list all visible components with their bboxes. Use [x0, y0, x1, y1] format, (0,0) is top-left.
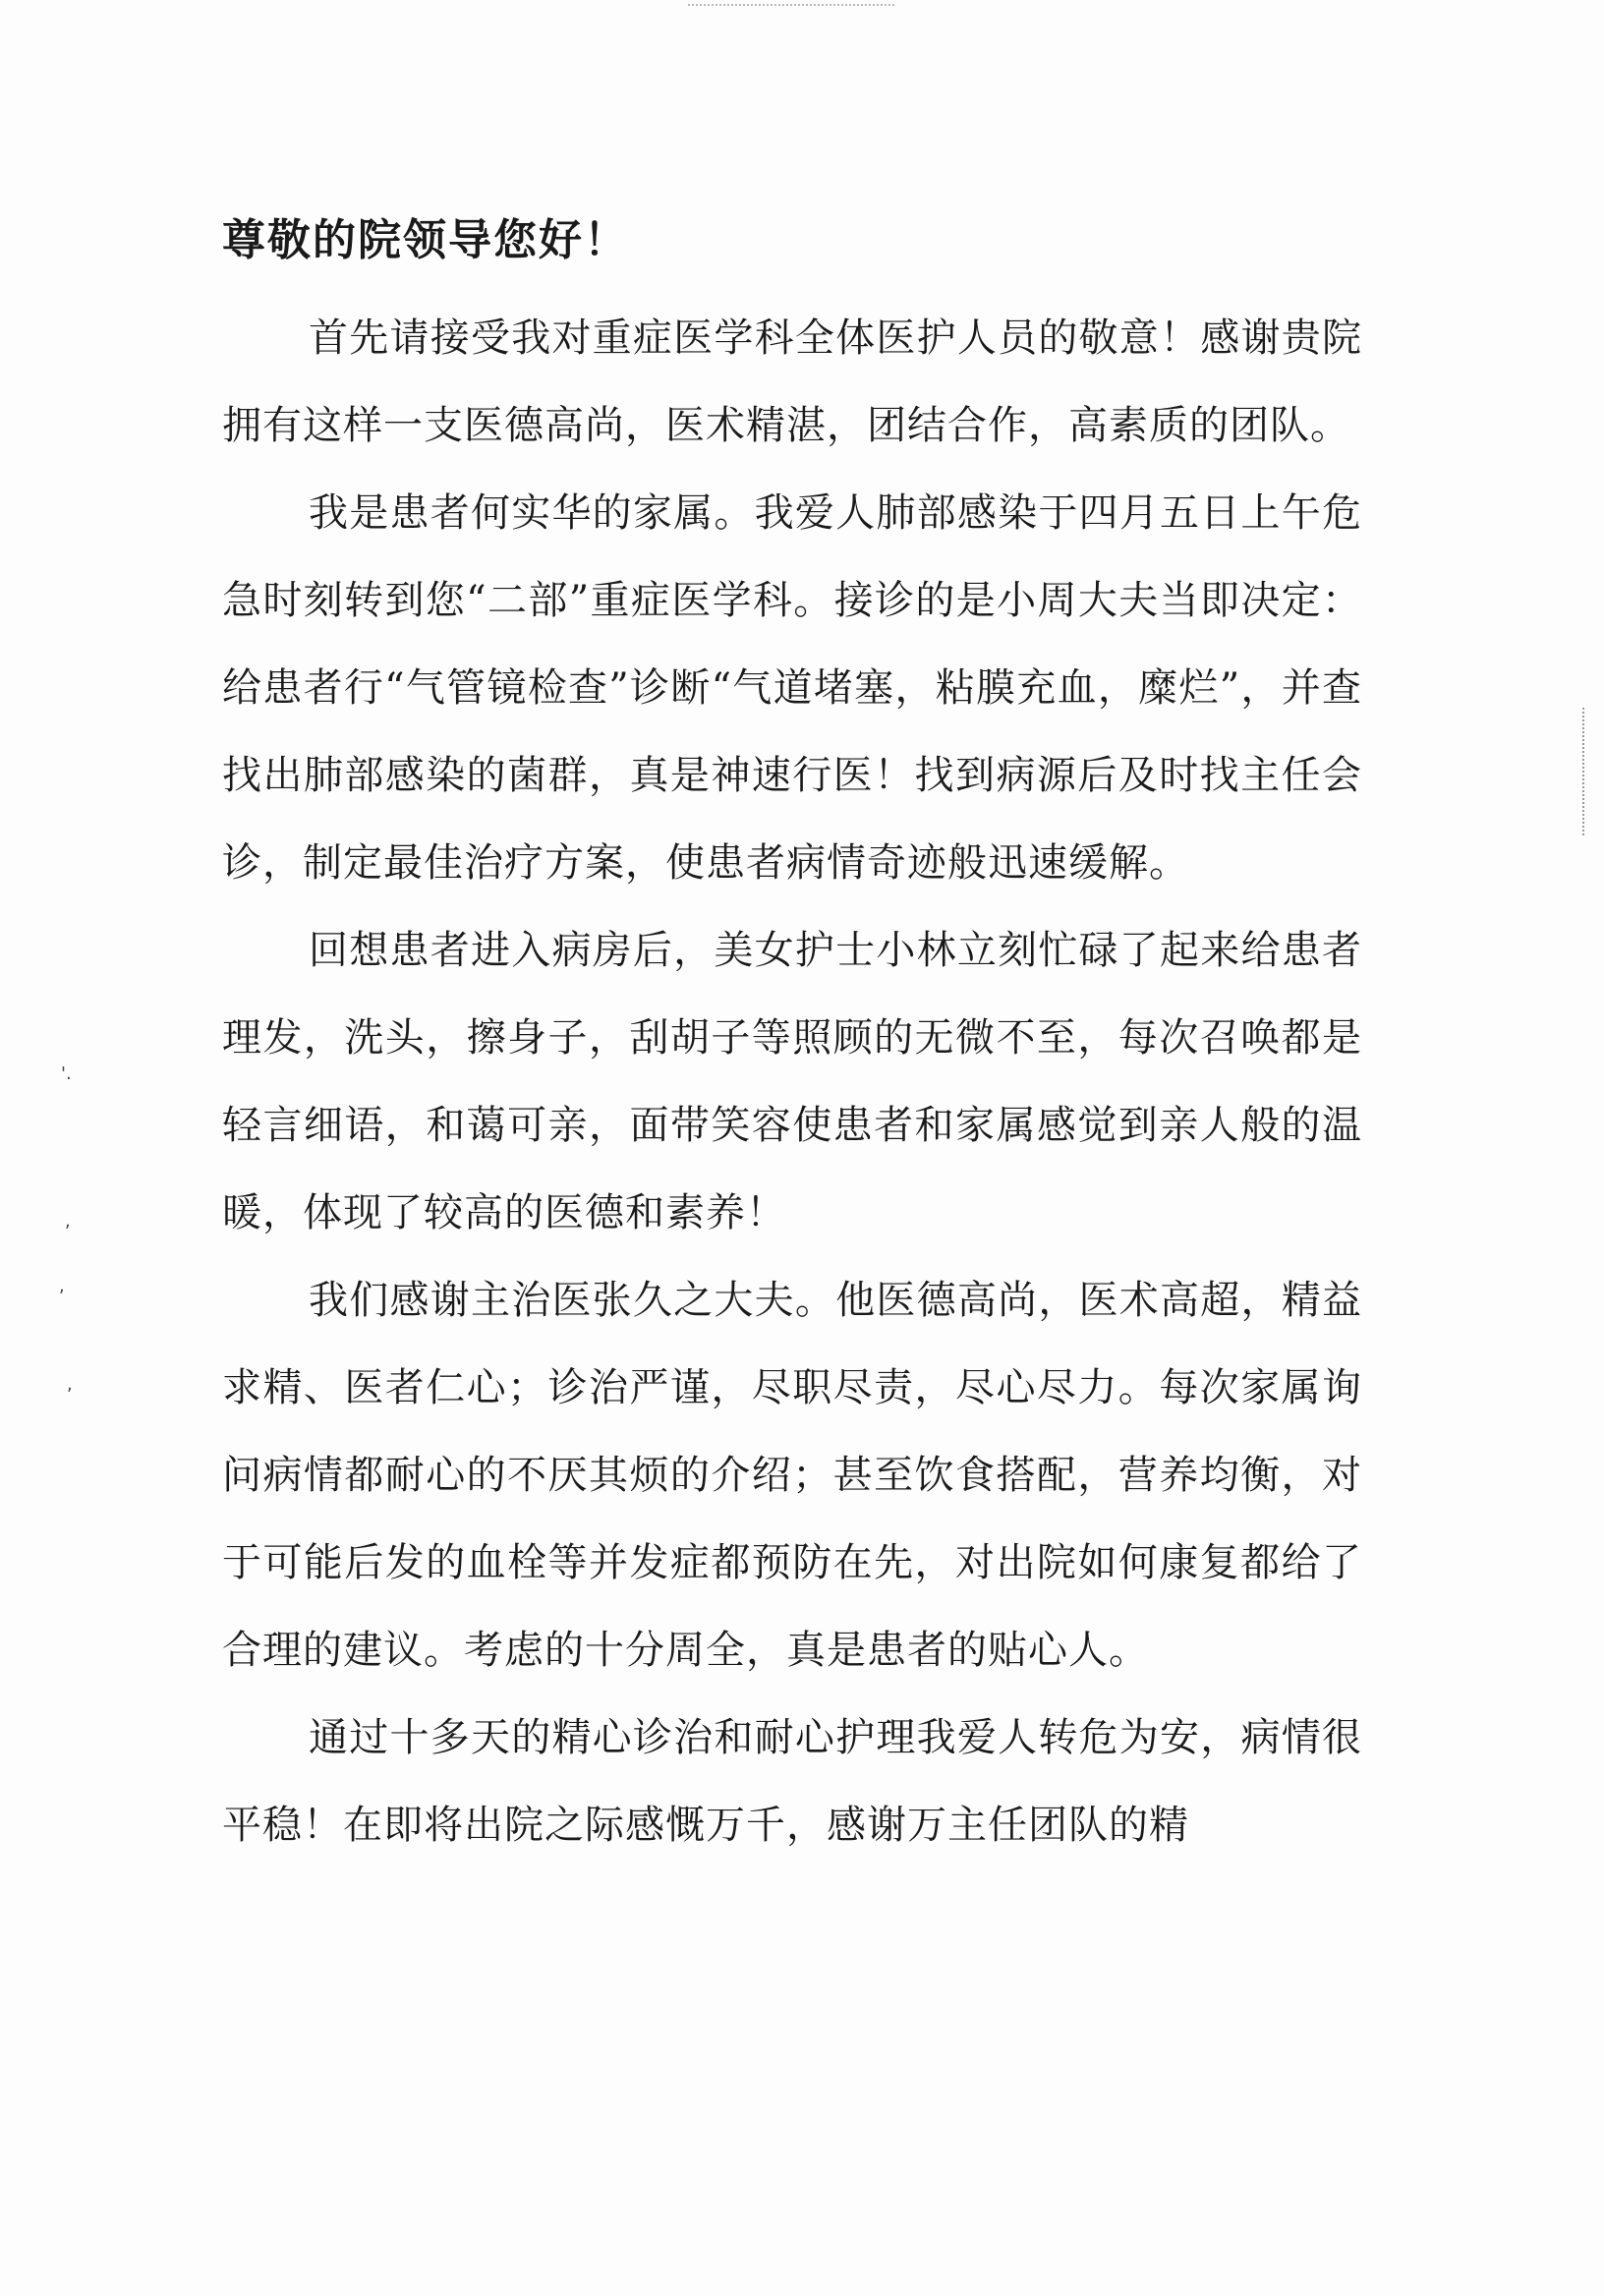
letter-salutation: 尊敬的院领导您好！ [222, 215, 629, 265]
scan-speck: , [65, 1211, 71, 1232]
scan-artifact-top [688, 4, 894, 9]
scan-artifact-right [1582, 708, 1586, 835]
letter-body [222, 295, 1362, 1869]
paragraph-respect: 首先请接受我对重症医学科全体医护人员的敬意！感谢贵院拥有这样一支医德高尚，医术精湛，团结合作，高素质的团队。 [222, 316, 1362, 448]
paragraph-doctor: 我们感谢主治医张久之大夫。他医德高尚，医术高超，精益求精、医者仁心；诊治严谨，尽职尽责，尽心尽力。每次家属询问病情都耐心的不厌其烦的介绍；甚至饮食搭配，营养均衡，对于可能后发的血栓等并发症都预防在先，对出院如何康复都给了合理的建议。考虑的十分周全，真是患者的贴心人。 [222, 1278, 1362, 1673]
paragraph-admission: 我是患者何实华的家属。我爱人肺部感染于四月五日上午危急时刻转到您“二部”重症医学科。接诊的是小周大夫当即决定：给患者行“气管镜检查”诊断“气道堵塞，粘膜充血，糜烂”，并查找出肺部感染的菌群，真是神速行医！找到病源后及时找主任会诊，制定最佳治疗方案，使患者病情奇迹般迅速缓解。 [222, 490, 1362, 886]
paragraph-nursing: 回想患者进入病房后，美女护士小林立刻忙碌了起来给患者理发，洗头，擦身子，刮胡子等照顾的无微不至，每次召唤都是轻言细语，和蔼可亲，面带笑容使患者和家属感觉到亲人般的温暖，体现了较高的医德和素养！ [222, 928, 1362, 1235]
scan-speck: , [67, 1374, 73, 1395]
paragraph-recovery: 通过十多天的精心诊治和耐心护理我爱人转危为安，病情很平稳！在即将出院之际感慨万千，感谢万主任团队的精 [222, 1715, 1362, 1848]
scan-speck: , [59, 1276, 65, 1296]
scan-speck: '. [61, 1063, 72, 1084]
